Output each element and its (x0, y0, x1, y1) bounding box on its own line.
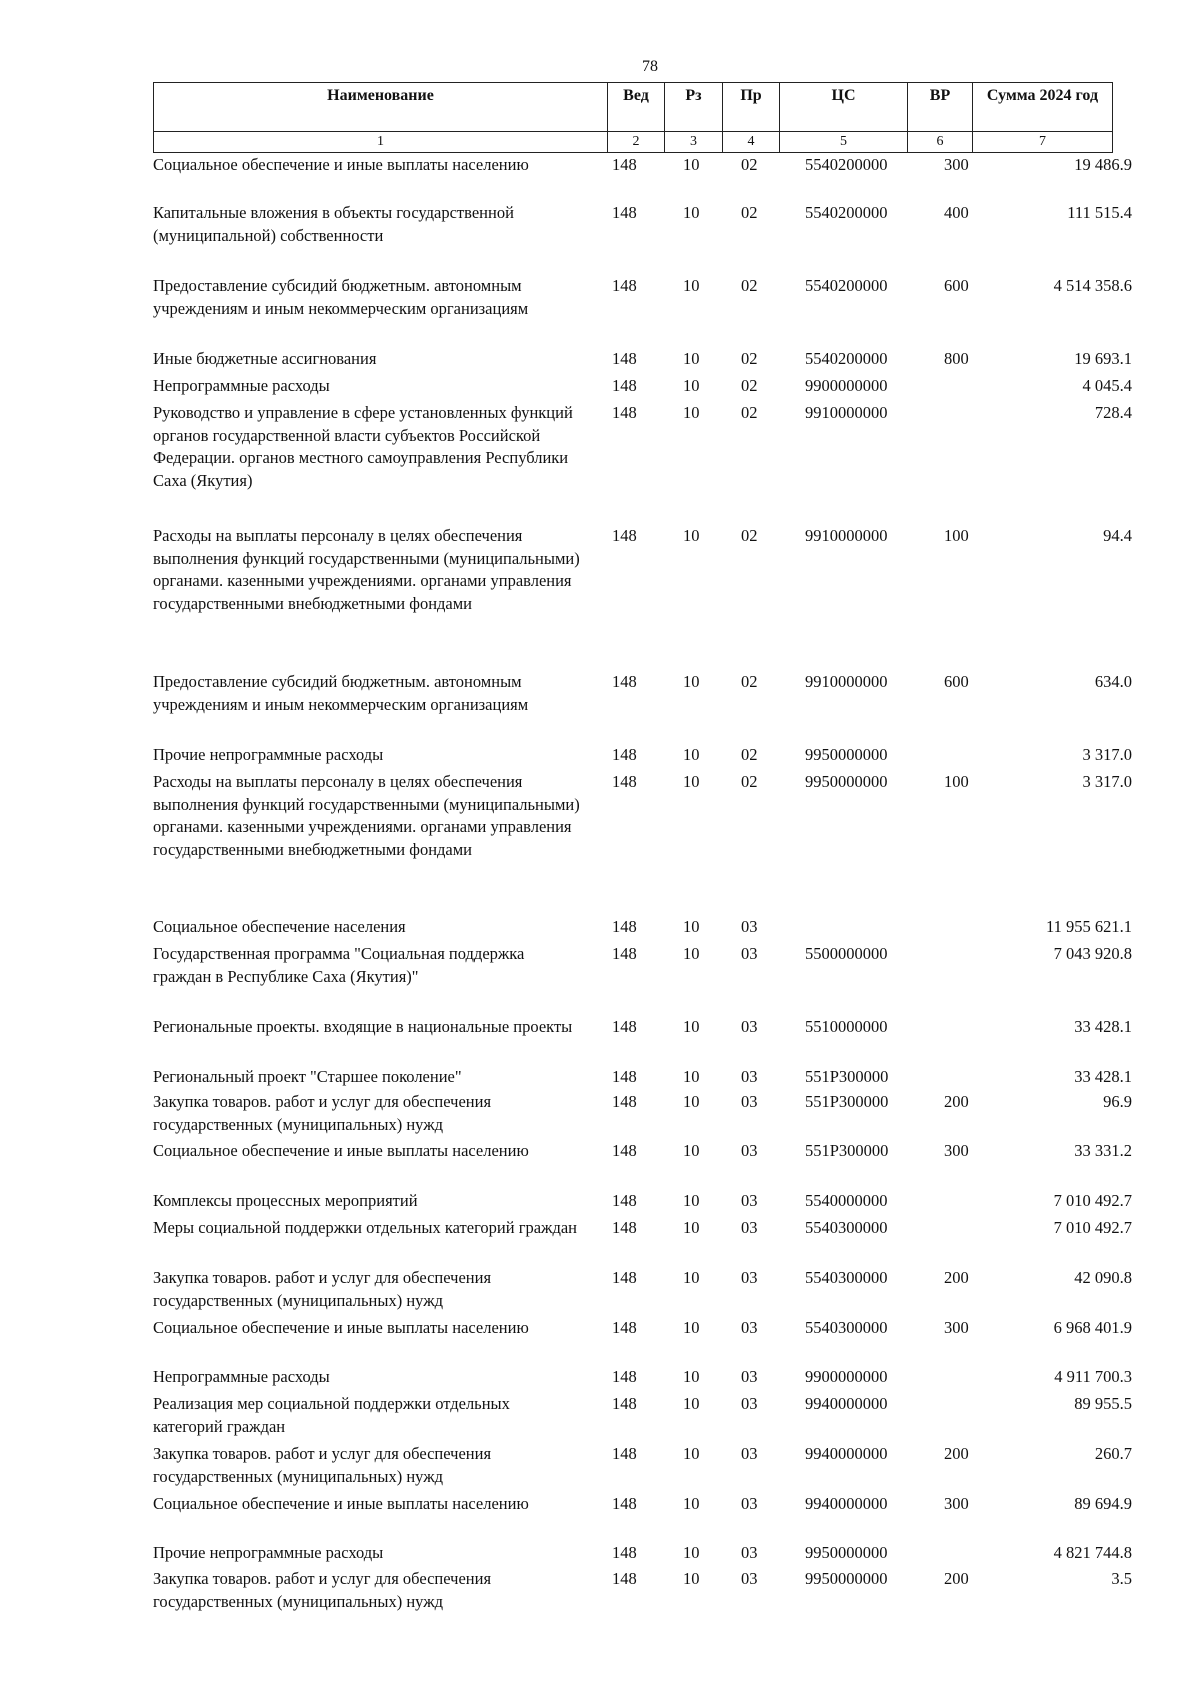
row-ved: 148 (612, 1494, 637, 1513)
row-vr: 300 (944, 1494, 969, 1513)
col-number: 1 (154, 132, 608, 153)
col-number: 3 (665, 132, 723, 153)
row-ved: 148 (612, 1394, 637, 1413)
row-cs: 5500000000 (805, 944, 888, 963)
row-cs: 9940000000 (805, 1494, 888, 1513)
row-ved: 148 (612, 672, 637, 691)
row-pr: 03 (741, 1141, 758, 1160)
row-vr: 100 (944, 772, 969, 791)
row-name: Капитальные вложения в объекты государственной (муниципальной) собственности (153, 203, 514, 245)
row-pr: 03 (741, 1092, 758, 1111)
row-pr: 03 (741, 1569, 758, 1588)
row-sum: 42 090.8 (1074, 1268, 1132, 1287)
row-vr: 100 (944, 526, 969, 545)
row-pr: 03 (741, 1067, 758, 1086)
row-pr: 03 (741, 1017, 758, 1036)
row-pr: 02 (741, 672, 758, 691)
row-pr: 03 (741, 1218, 758, 1237)
col-number: 7 (973, 132, 1113, 153)
row-sum: 89 694.9 (1074, 1494, 1132, 1513)
row-rz: 10 (683, 917, 700, 936)
col-number: 5 (780, 132, 908, 153)
row-cs: 5540300000 (805, 1218, 888, 1237)
col-header-ved: Вед (608, 83, 665, 132)
row-ved: 148 (612, 917, 637, 936)
row-ved: 148 (612, 203, 637, 222)
row-sum: 19 693.1 (1074, 349, 1132, 368)
row-pr: 03 (741, 944, 758, 963)
row-rz: 10 (683, 1394, 700, 1413)
row-pr: 02 (741, 349, 758, 368)
row-sum: 94.4 (1103, 526, 1132, 545)
row-pr: 03 (741, 917, 758, 936)
row-pr: 03 (741, 1367, 758, 1386)
row-ved: 148 (612, 349, 637, 368)
row-vr: 300 (944, 155, 969, 174)
row-ved: 148 (612, 944, 637, 963)
row-cs: 9900000000 (805, 376, 888, 395)
row-sum: 89 955.5 (1074, 1394, 1132, 1413)
row-cs: 5540000000 (805, 1191, 888, 1210)
row-vr: 200 (944, 1569, 969, 1588)
row-ved: 148 (612, 1092, 637, 1111)
row-ved: 148 (612, 1191, 637, 1210)
row-ved: 148 (612, 376, 637, 395)
row-vr: 400 (944, 203, 969, 222)
row-cs: 9900000000 (805, 1367, 888, 1386)
row-ved: 148 (612, 1318, 637, 1337)
col-number: 4 (723, 132, 780, 153)
row-name: Непрограммные расходы (153, 376, 330, 395)
row-sum: 111 515.4 (1067, 203, 1132, 222)
row-sum: 260.7 (1094, 1444, 1132, 1463)
row-rz: 10 (683, 1569, 700, 1588)
row-vr: 200 (944, 1444, 969, 1463)
row-sum: 4 821 744.8 (1053, 1543, 1132, 1562)
row-rz: 10 (683, 155, 700, 174)
row-ved: 148 (612, 772, 637, 791)
row-vr: 600 (944, 672, 969, 691)
row-name: Реализация мер социальной поддержки отдельных категорий граждан (153, 1394, 510, 1436)
col-header-sum: Сумма 2024 год (973, 83, 1113, 132)
row-sum: 4 514 358.6 (1053, 276, 1132, 295)
col-header-vr: ВР (908, 83, 973, 132)
row-rz: 10 (683, 349, 700, 368)
row-ved: 148 (612, 1067, 637, 1086)
row-pr: 03 (741, 1444, 758, 1463)
row-cs: 9910000000 (805, 672, 888, 691)
row-cs: 5510000000 (805, 1017, 888, 1036)
row-rz: 10 (683, 1067, 700, 1086)
row-rz: 10 (683, 1218, 700, 1237)
row-vr: 600 (944, 276, 969, 295)
row-sum: 634.0 (1094, 672, 1132, 691)
row-cs: 551P300000 (805, 1092, 889, 1111)
row-rz: 10 (683, 1318, 700, 1337)
row-rz: 10 (683, 772, 700, 791)
row-ved: 148 (612, 526, 637, 545)
row-pr: 03 (741, 1191, 758, 1210)
col-number: 6 (908, 132, 973, 153)
row-rz: 10 (683, 1367, 700, 1386)
row-pr: 03 (741, 1394, 758, 1413)
row-cs: 9940000000 (805, 1444, 888, 1463)
row-name: Непрограммные расходы (153, 1367, 330, 1386)
row-sum: 7 010 492.7 (1053, 1218, 1132, 1237)
col-header-rz: Рз (665, 83, 723, 132)
row-name: Закупка товаров. работ и услуг для обеспечения государственных (муниципальных) нужд (153, 1092, 492, 1134)
row-ved: 148 (612, 276, 637, 295)
row-sum: 7 010 492.7 (1053, 1191, 1132, 1210)
row-ved: 148 (612, 1141, 637, 1160)
row-ved: 148 (612, 1218, 637, 1237)
row-pr: 02 (741, 376, 758, 395)
row-sum: 11 955 621.1 (1045, 917, 1132, 936)
row-cs: 551P300000 (805, 1067, 889, 1086)
row-cs: 551P300000 (805, 1141, 889, 1160)
row-sum: 3 317.0 (1082, 772, 1132, 791)
row-sum: 33 428.1 (1074, 1017, 1132, 1036)
row-name: Комплексы процессных мероприятий (153, 1191, 418, 1210)
row-cs: 9910000000 (805, 526, 888, 545)
row-rz: 10 (683, 944, 700, 963)
row-vr: 300 (944, 1141, 969, 1160)
row-pr: 02 (741, 155, 758, 174)
row-name: Меры социальной поддержки отдельных категорий граждан (153, 1218, 577, 1237)
col-header-cs: ЦС (780, 83, 908, 132)
col-number: 2 (608, 132, 665, 153)
row-ved: 148 (612, 403, 637, 422)
row-cs: 5540300000 (805, 1318, 888, 1337)
row-name: Социальное обеспечение и иные выплаты населению (153, 155, 529, 174)
row-cs: 5540200000 (805, 276, 888, 295)
row-sum: 6 968 401.9 (1053, 1318, 1132, 1337)
page-number: 78 (642, 58, 658, 75)
row-vr: 200 (944, 1268, 969, 1287)
col-header-name: Наименование (154, 83, 608, 132)
row-cs: 5540200000 (805, 203, 888, 222)
row-vr: 300 (944, 1318, 969, 1337)
row-rz: 10 (683, 1191, 700, 1210)
row-rz: 10 (683, 1141, 700, 1160)
row-vr: 800 (944, 349, 969, 368)
row-name: Закупка товаров. работ и услуг для обеспечения государственных (муниципальных) нужд (153, 1268, 492, 1310)
row-rz: 10 (683, 745, 700, 764)
row-vr: 200 (944, 1092, 969, 1111)
row-ved: 148 (612, 1569, 637, 1588)
row-cs: 9950000000 (805, 1543, 888, 1562)
row-ved: 148 (612, 1268, 637, 1287)
row-name: Региональный проект "Старшее поколение" (153, 1067, 462, 1086)
row-pr: 03 (741, 1543, 758, 1562)
row-sum: 728.4 (1094, 403, 1132, 422)
row-name: Прочие непрограммные расходы (153, 745, 384, 764)
row-sum: 3 317.0 (1082, 745, 1132, 764)
col-header-pr: Пр (723, 83, 780, 132)
row-name: Государственная программа "Социальная поддержка граждан в Республике Саха (Якутия)" (153, 944, 525, 986)
row-cs: 5540300000 (805, 1268, 888, 1287)
row-rz: 10 (683, 203, 700, 222)
row-cs: 9950000000 (805, 772, 888, 791)
row-name: Предоставление субсидий бюджетным. автономным учреждениям и иным некоммерческим организациям (153, 276, 529, 318)
row-ved: 148 (612, 1367, 637, 1386)
row-cs: 9950000000 (805, 1569, 888, 1588)
row-sum: 19 486.9 (1074, 155, 1132, 174)
row-ved: 148 (612, 155, 637, 174)
row-pr: 02 (741, 526, 758, 545)
row-name: Закупка товаров. работ и услуг для обеспечения государственных (муниципальных) нужд (153, 1444, 492, 1486)
row-sum: 3.5 (1111, 1569, 1132, 1588)
row-cs: 5540200000 (805, 349, 888, 368)
row-rz: 10 (683, 1543, 700, 1562)
row-rz: 10 (683, 403, 700, 422)
row-rz: 10 (683, 1444, 700, 1463)
row-sum: 4 911 700.3 (1054, 1367, 1132, 1386)
row-pr: 02 (741, 203, 758, 222)
row-rz: 10 (683, 1092, 700, 1111)
row-cs: 9940000000 (805, 1394, 888, 1413)
row-rz: 10 (683, 1017, 700, 1036)
row-rz: 10 (683, 276, 700, 295)
row-pr: 02 (741, 772, 758, 791)
row-rz: 10 (683, 526, 700, 545)
row-name: Социальное обеспечение и иные выплаты населению (153, 1141, 529, 1160)
row-rz: 10 (683, 1494, 700, 1513)
row-name: Руководство и управление в сфере установленных функций органов государственной власти субъектов Российской Федерации. органов местного самоуправления Республики Саха (Якутия) (153, 403, 573, 490)
row-name: Расходы на выплаты персоналу в целях обеспечения выполнения функций государственными (муниципальными) органами. казенными учреждениями. органами управления государственными внебюджетными фондами (153, 772, 580, 859)
row-ved: 148 (612, 745, 637, 764)
row-pr: 03 (741, 1494, 758, 1513)
row-rz: 10 (683, 1268, 700, 1287)
row-rz: 10 (683, 672, 700, 691)
row-pr: 02 (741, 745, 758, 764)
row-pr: 03 (741, 1318, 758, 1337)
row-rz: 10 (683, 376, 700, 395)
row-cs: 9950000000 (805, 745, 888, 764)
row-name: Социальное обеспечение и иные выплаты населению (153, 1494, 529, 1513)
row-cs: 9910000000 (805, 403, 888, 422)
row-pr: 02 (741, 276, 758, 295)
row-name: Социальное обеспечение и иные выплаты населению (153, 1318, 529, 1337)
row-name: Предоставление субсидий бюджетным. автономным учреждениям и иным некоммерческим организациям (153, 672, 529, 714)
row-ved: 148 (612, 1543, 637, 1562)
row-ved: 148 (612, 1017, 637, 1036)
row-pr: 02 (741, 403, 758, 422)
row-sum: 33 428.1 (1074, 1067, 1132, 1086)
row-name: Расходы на выплаты персоналу в целях обеспечения выполнения функций государственными (муниципальными) органами. казенными учреждениями. органами управления государственными внебюджетными фондами (153, 526, 580, 613)
row-cs: 5540200000 (805, 155, 888, 174)
row-name: Иные бюджетные ассигнования (153, 349, 377, 368)
row-sum: 7 043 920.8 (1053, 944, 1132, 963)
row-name: Закупка товаров. работ и услуг для обеспечения государственных (муниципальных) нужд (153, 1569, 492, 1611)
row-name: Социальное обеспечение населения (153, 917, 406, 936)
row-ved: 148 (612, 1444, 637, 1463)
row-pr: 03 (741, 1268, 758, 1287)
row-sum: 33 331.2 (1074, 1141, 1132, 1160)
row-sum: 4 045.4 (1082, 376, 1132, 395)
row-sum: 96.9 (1103, 1092, 1132, 1111)
row-name: Региональные проекты. входящие в национальные проекты (153, 1017, 573, 1036)
row-name: Прочие непрограммные расходы (153, 1543, 384, 1562)
